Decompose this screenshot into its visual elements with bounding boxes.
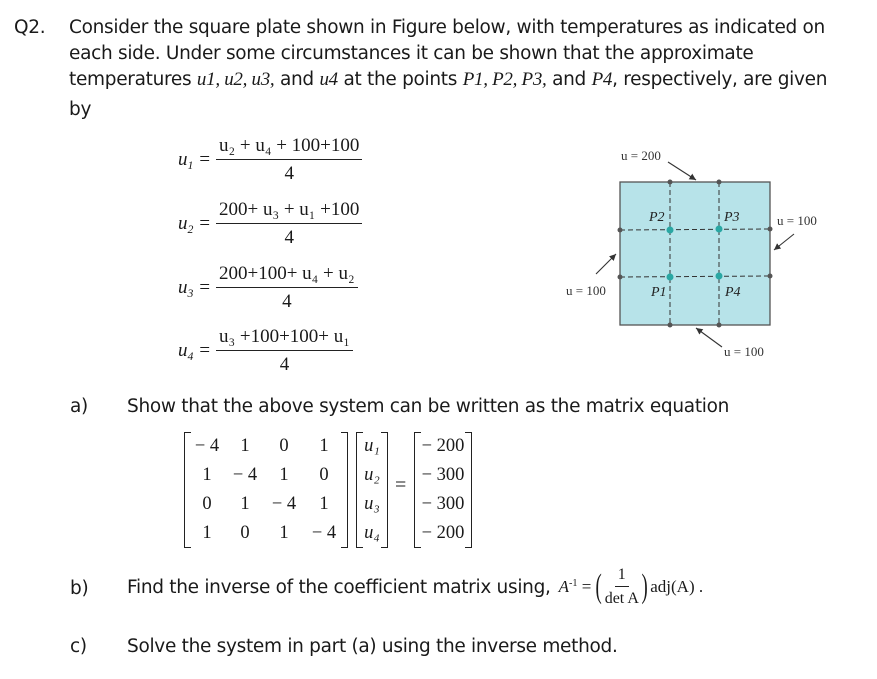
unknown-vector: u₁ u₂ u₃ u₄ [356,432,388,548]
square-plate-figure [560,140,850,375]
left-paren: ( [595,568,603,605]
equation-fraction [216,263,358,313]
label-p1: P1 [651,285,667,300]
text-respectively: , respectively, are given [612,69,828,90]
question-intro-line-2: each side. Under some circumstances it can be shown that the approximate [69,43,754,64]
inverse-formula: $A^{-1}$ = [558,577,592,596]
text-at-points: at the points [343,69,458,90]
equals-sign: = [395,474,407,496]
equation-denominator: 4 [282,291,292,312]
equation-numerator: u₃ +100+100+ u₁ [216,326,353,351]
equation-fraction [216,326,353,376]
part-a-text: Show that the above system can be written as the matrix equation [127,396,730,417]
label-p2: P2 [649,210,665,225]
question-number: Q2. [14,17,46,38]
adj-term: adj(A) . [650,577,704,596]
part-b-line [127,566,703,608]
question-intro-line-3 [69,69,827,91]
part-a-label: a) [70,396,88,417]
equation-denominator: 4 [284,163,294,184]
question-intro-line-1: Consider the square plate shown in Figure below, with temperatures as indicated on [69,17,825,38]
text-temperatures: temperatures [69,69,192,90]
text-and: and [279,69,314,90]
label-top-temperature: u = 200 [621,148,661,163]
plate-diagram [560,140,850,375]
part-c-text: Solve the system in part (a) using the inverse method. [127,636,618,657]
equation-u1 [178,135,362,185]
label-p3: P3 [724,210,740,225]
equation-u4 [178,326,353,376]
inverse-fraction: $\frac{1}{\text{det A}}$ [604,566,639,607]
label-p4: P4 [725,285,741,300]
equation-numerator: u₂ + u₄ + 100+100 [216,135,362,160]
equation-lhs: $u_2$ = [178,213,211,237]
question-intro-line-4: by [69,99,92,120]
equation-u3 [178,263,358,313]
label-bottom-temperature: u = 100 [724,344,764,359]
var-u4: u4 [319,69,338,90]
equation-denominator: 4 [279,354,290,375]
equation-fraction [216,135,362,185]
equation-lhs: $u_1$ = [178,149,211,173]
label-right-temperature: u = 100 [777,213,817,228]
equation-numerator: 200+ u₃ + u₁ +100 [216,199,362,224]
equation-denominator: 4 [284,227,294,248]
right-paren: ) [641,568,648,605]
part-c-label: c) [70,636,87,657]
equation-lhs: $u_3$ = [178,277,211,301]
part-b-text: Find the inverse of the coefficient matrix using, [127,576,551,598]
part-b-label: b) [70,578,89,599]
points-p1-p3: P1, P2, P3, [462,69,547,90]
rhs-vector: − 200 − 300 − 300 − 200 [414,432,472,548]
text-and-2: and [552,69,586,90]
equation-u2 [178,199,362,249]
plate-rect [620,182,770,325]
vars-u1-u3: u1, u2, u3, [196,69,275,90]
label-left-temperature: u = 100 [566,283,606,298]
equation-fraction [216,199,362,249]
coefficient-matrix: − 4 1 0 1 1 − 4 1 0 0 1 − 4 1 1 0 1 − 4 [184,432,348,548]
equation-lhs: $u_4$ = [178,340,211,364]
point-p4: P4 [591,69,613,90]
equation-numerator: 200+100+ u₄ + u₂ [216,263,358,288]
